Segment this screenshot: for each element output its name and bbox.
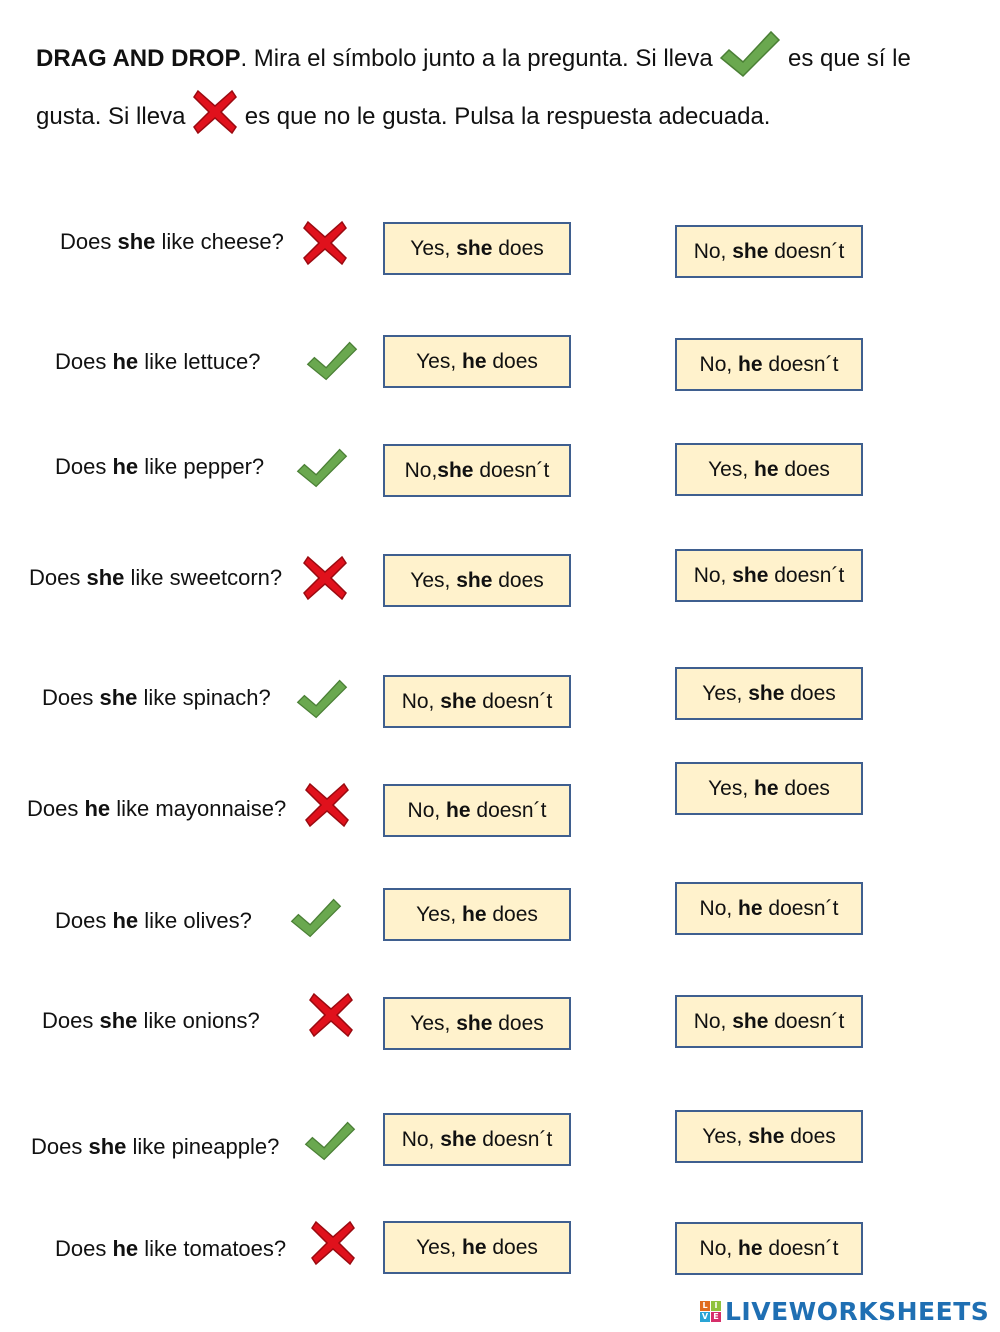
answer-option-right[interactable]: [675, 995, 863, 1048]
question-subject: he: [112, 908, 139, 933]
brand-logo-letter: I: [711, 1301, 721, 1311]
instructions-part1: . Mira el símbolo junto a la pregunta. Si lleva: [240, 44, 720, 72]
question-2: [55, 347, 260, 377]
answer-text-pre: Yes,: [702, 1124, 749, 1148]
question-text-pre: Does: [55, 349, 113, 374]
answer-text-post: doesn´t: [476, 1127, 553, 1151]
answer-option-right[interactable]: [675, 762, 863, 815]
question-text-post: like tomatoes?: [138, 1236, 287, 1261]
question-subject: she: [99, 1008, 138, 1033]
answer-text-pre: Yes,: [410, 568, 457, 592]
answer-option-right[interactable]: [675, 443, 863, 496]
answer-option-left[interactable]: [383, 675, 571, 728]
answer-text-post: doesn´t: [768, 1009, 845, 1033]
answer-text-post: doesn´t: [762, 896, 839, 920]
brand-logo-letter: E: [711, 1312, 721, 1322]
answer-text-pre: No,: [699, 896, 739, 920]
question-text-pre: Does: [29, 565, 87, 590]
brand-logo-icon: [700, 1301, 721, 1322]
question-9: [31, 1132, 279, 1162]
cross-icon: [302, 555, 354, 607]
answer-option-left[interactable]: [383, 444, 571, 497]
question-text-pre: Does: [27, 796, 85, 821]
answer-text-pre: Yes,: [708, 776, 755, 800]
answer-text-post: does: [486, 1235, 538, 1259]
question-text-pre: Does: [31, 1134, 89, 1159]
liveworksheets-logo: [700, 1296, 989, 1326]
answer-text-post: does: [486, 349, 538, 373]
answer-option-right[interactable]: [675, 549, 863, 602]
answer-subject: he: [446, 798, 471, 822]
answer-subject: he: [738, 1236, 763, 1260]
answer-text-post: does: [492, 236, 544, 260]
answer-option-left[interactable]: [383, 888, 571, 941]
question-text-pre: Does: [42, 1008, 100, 1033]
answer-text-pre: Yes,: [416, 1235, 463, 1259]
answer-option-left[interactable]: [383, 554, 571, 607]
question-10: [55, 1234, 286, 1264]
answer-subject: she: [440, 689, 477, 713]
answer-subject: she: [732, 563, 769, 587]
answer-text-post: does: [784, 681, 836, 705]
question-text-post: like mayonnaise?: [110, 796, 287, 821]
question-3: [55, 452, 264, 482]
question-subject: she: [117, 229, 156, 254]
question-5: [42, 683, 271, 713]
answer-option-right[interactable]: [675, 882, 863, 935]
answer-text-pre: No,: [693, 1009, 733, 1033]
answer-text-post: does: [778, 457, 830, 481]
answer-text-pre: No,: [699, 1236, 739, 1260]
answer-text-pre: No,: [404, 458, 438, 482]
question-subject: he: [112, 1236, 139, 1261]
question-subject: he: [112, 454, 139, 479]
answer-option-left[interactable]: [383, 1221, 571, 1274]
answer-subject: she: [732, 1009, 769, 1033]
answer-text-pre: Yes,: [410, 236, 457, 260]
answer-option-right[interactable]: [675, 1222, 863, 1275]
question-subject: she: [86, 565, 125, 590]
answer-subject: he: [462, 902, 487, 926]
answer-text-pre: Yes,: [416, 349, 463, 373]
answer-text-post: doesn´t: [470, 798, 547, 822]
answer-text-post: doesn´t: [476, 689, 553, 713]
answer-subject: he: [462, 349, 487, 373]
instructions-part3: es que no le gusta. Pulsa la respuesta adecuada.: [238, 102, 771, 130]
answer-subject: she: [732, 239, 769, 263]
answer-subject: he: [738, 352, 763, 376]
answer-subject: she: [748, 1124, 785, 1148]
answer-option-left[interactable]: [383, 222, 571, 275]
question-text-pre: Does: [55, 454, 113, 479]
answer-subject: he: [738, 896, 763, 920]
instructions-title: DRAG AND DROP: [36, 44, 241, 72]
answer-text-pre: Yes,: [416, 902, 463, 926]
answer-text-post: doesn´t: [473, 458, 550, 482]
answer-text-pre: Yes,: [702, 681, 749, 705]
answer-text-pre: Yes,: [410, 1011, 457, 1035]
cross-icon: [304, 782, 356, 834]
check-icon: [296, 673, 348, 725]
check-icon: [719, 30, 781, 89]
question-text-post: like cheese?: [155, 229, 284, 254]
answer-text-pre: No,: [699, 352, 739, 376]
brand-logo-letter: V: [701, 1311, 709, 1321]
answer-text-pre: No,: [693, 239, 733, 263]
answer-option-right[interactable]: [675, 225, 863, 278]
answer-text-post: doesn´t: [762, 352, 839, 376]
answer-text-post: doesn´t: [768, 239, 845, 263]
question-text-post: like sweetcorn?: [124, 565, 283, 590]
question-text-pre: Does: [60, 229, 118, 254]
cross-icon: [308, 992, 360, 1044]
answer-subject: he: [462, 1235, 487, 1259]
check-icon: [306, 335, 358, 387]
answer-text-post: does: [778, 776, 830, 800]
check-icon: [304, 1115, 356, 1167]
question-text-post: like spinach?: [137, 685, 271, 710]
answer-subject: she: [456, 568, 493, 592]
question-subject: he: [84, 796, 111, 821]
answer-subject: he: [754, 776, 779, 800]
question-text-post: like onions?: [137, 1008, 260, 1033]
instructions: [36, 30, 976, 146]
question-8: [42, 1006, 260, 1036]
answer-text-pre: No,: [401, 689, 441, 713]
answer-subject: she: [440, 1127, 477, 1151]
answer-option-right[interactable]: [675, 1110, 863, 1163]
instructions-part2: es que sí le gusta. Si lleva: [36, 44, 911, 130]
answer-option-right[interactable]: [675, 338, 863, 391]
cross-icon: [192, 89, 238, 146]
cross-icon: [302, 220, 354, 272]
answer-text-post: does: [784, 1124, 836, 1148]
answer-subject: she: [456, 236, 493, 260]
answer-option-left[interactable]: [383, 997, 571, 1050]
answer-subject: she: [748, 681, 785, 705]
answer-option-right[interactable]: [675, 667, 863, 720]
answer-subject: she: [456, 1011, 493, 1035]
answer-text-post: doesn´t: [762, 1236, 839, 1260]
brand-text: LIVEWORKSHEETS: [725, 1296, 990, 1326]
answer-text-pre: No,: [401, 1127, 441, 1151]
question-text-post: like lettuce?: [138, 349, 261, 374]
brand-logo-letter: L: [700, 1301, 710, 1311]
check-icon: [296, 442, 348, 494]
question-1: [60, 227, 284, 257]
question-subject: he: [112, 349, 139, 374]
question-text-pre: Does: [55, 1236, 113, 1261]
cross-icon: [310, 1220, 362, 1272]
check-icon: [290, 892, 342, 944]
answer-text-pre: No,: [693, 563, 733, 587]
question-7: [55, 906, 252, 936]
question-subject: she: [88, 1134, 127, 1159]
answer-text-post: doesn´t: [768, 563, 845, 587]
answer-option-left[interactable]: [383, 784, 571, 837]
answer-subject: he: [754, 457, 779, 481]
question-text-pre: Does: [42, 685, 100, 710]
question-text-post: like olives?: [138, 908, 252, 933]
question-text-post: like pepper?: [138, 454, 265, 479]
question-text-post: like pineapple?: [126, 1134, 280, 1159]
answer-text-post: does: [492, 568, 544, 592]
question-6: [27, 794, 286, 824]
question-subject: she: [99, 685, 138, 710]
answer-option-left[interactable]: [383, 1113, 571, 1166]
question-text-pre: Does: [55, 908, 113, 933]
answer-text-pre: Yes,: [708, 457, 755, 481]
answer-text-post: does: [492, 1011, 544, 1035]
answer-text-post: does: [486, 902, 538, 926]
answer-option-left[interactable]: [383, 335, 571, 388]
answer-text-pre: No,: [407, 798, 447, 822]
question-4: [29, 563, 282, 593]
answer-subject: she: [437, 458, 474, 482]
